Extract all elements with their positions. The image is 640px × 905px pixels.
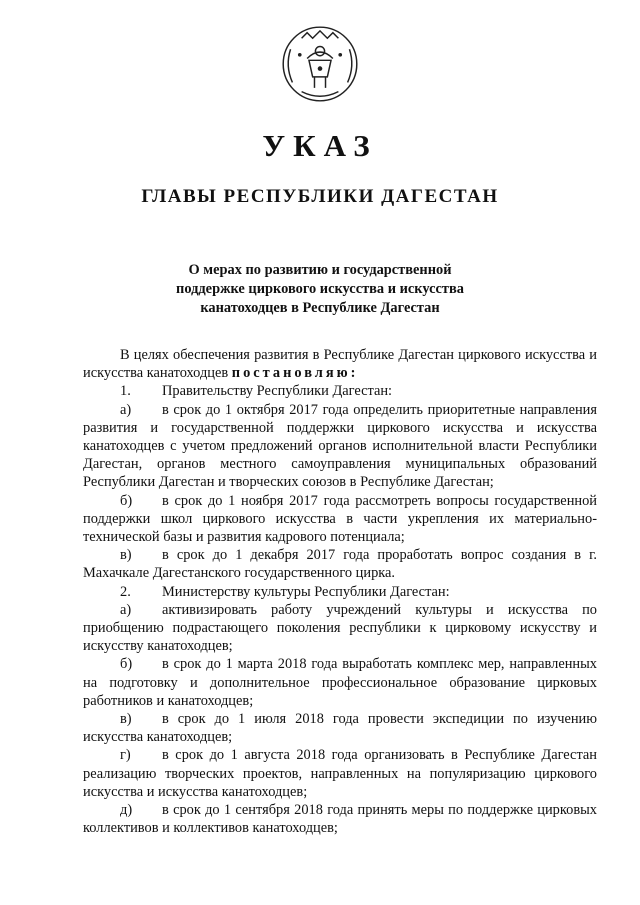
item-text: в срок до 1 октября 2017 года определить приоритетные направления развития и государственной поддержки циркового искусства и искусства канатоходцев с учетом предложений органов исполнительной власти Республики Дагестан, органов местного самоуправления муниципальных образований Республики Дагестан и творческих союзов в Республике Дагестан; — [83, 401, 597, 491]
decree-heading-line: О мерах по развитию и государственной — [188, 262, 452, 278]
intro-text: В целях обеспечения развития в Республике Дагестан циркового искусства и искусства канатоходцев — [83, 347, 597, 382]
list-item — [83, 401, 597, 492]
list-item — [83, 655, 597, 710]
item-letter: б) — [120, 656, 133, 673]
list-item — [83, 583, 597, 601]
list-item — [83, 746, 597, 801]
item-text: Правительству Республики Дагестан: — [162, 383, 393, 400]
item-letter: а) — [120, 601, 132, 618]
decree-heading-line: канатоходцев в Республике Дагестан — [200, 300, 440, 316]
intro-emphasis: постановляю: — [231, 365, 359, 382]
item-text: в срок до 1 декабря 2017 года проработать вопрос создания в г. Махачкале Дагестанского государственного цирка. — [83, 547, 597, 582]
item-letter: д) — [120, 802, 133, 819]
item-text: в срок до 1 ноября 2017 года рассмотреть вопросы государственной поддержки школ циркового искусства в части укрепления их материально-технической базы и развития кадрового потенциала; — [83, 492, 597, 546]
document-title: УКАЗ — [262, 128, 378, 163]
item-letter: в) — [120, 711, 132, 728]
decree-heading — [150, 261, 490, 318]
item-text: активизировать работу учреждений культуры и искусства по приобщению подрастающего поколения республики к цирковому искусству и искусству канатоходцев; — [83, 601, 597, 655]
item-number: 1. — [120, 383, 131, 400]
dagestan-coat-of-arms-icon — [274, 18, 366, 110]
list-item — [83, 382, 597, 400]
decree-heading-line: поддержке циркового искусства и искусства — [176, 281, 464, 297]
list-item — [83, 710, 597, 746]
decree-body — [83, 346, 597, 837]
item-text: в срок до 1 июля 2018 года провести экспедиции по изучению искусства канатоходцев; — [83, 711, 597, 746]
list-item — [83, 601, 597, 656]
document-subtitle: ГЛАВЫ РЕСПУБЛИКИ ДАГЕСТАН — [141, 186, 499, 207]
list-item — [83, 492, 597, 547]
item-text: в срок до 1 сентября 2018 года принять меры по поддержке цирковых коллективов и коллективов канатоходцев; — [83, 802, 597, 837]
item-letter: б) — [120, 492, 133, 509]
item-text: Министерству культуры Республики Дагестан: — [162, 583, 450, 600]
item-letter: в) — [120, 547, 132, 564]
list-item — [83, 546, 597, 582]
item-letter: г) — [120, 747, 131, 764]
intro-paragraph — [83, 346, 597, 382]
item-number: 2. — [120, 583, 131, 600]
item-text: в срок до 1 марта 2018 года выработать комплекс мер, направленных на подготовку и дополнительное профессиональное образование цирковых работников и канатоходцев; — [83, 656, 597, 709]
item-letter: а) — [120, 401, 132, 418]
item-text: в срок до 1 августа 2018 года организовать в Республике Дагестан реализацию творческих проектов, направленных на популяризацию циркового искусства и искусства канатоходцев; — [83, 747, 597, 800]
list-item — [83, 801, 597, 837]
